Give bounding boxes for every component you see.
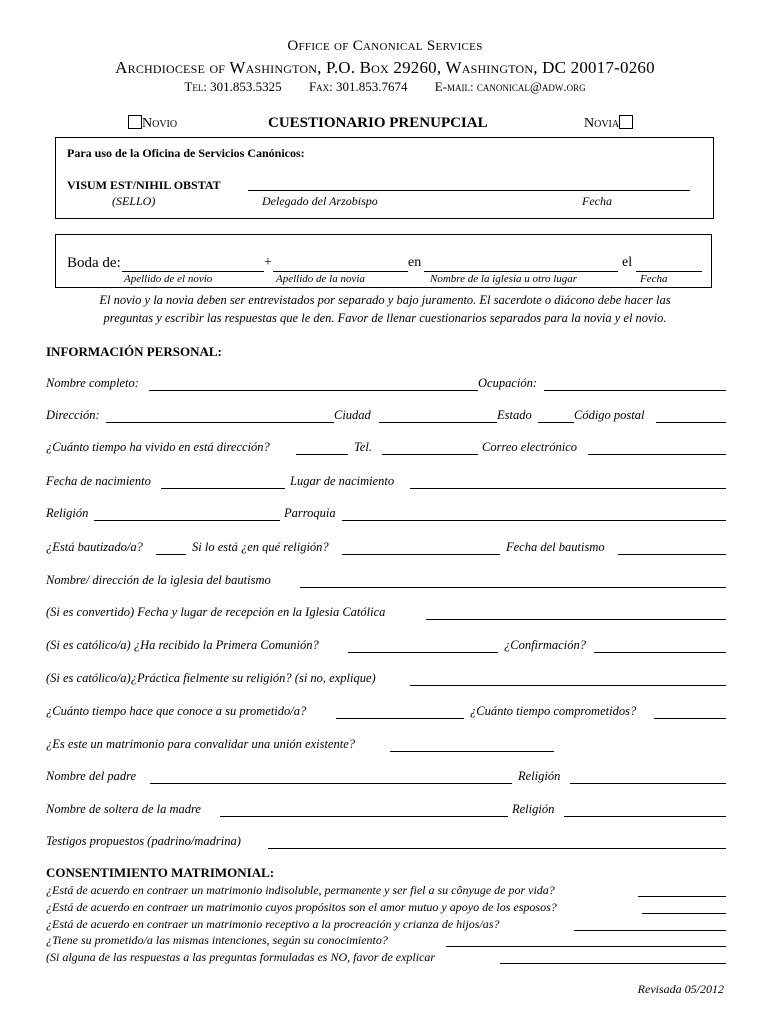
- known-time-label: ¿Cuánto tiempo hace que conoce a su prometido/a?: [46, 704, 307, 718]
- zip-label: Código postal: [574, 408, 645, 422]
- instructions-line-1: El novio y la novia deben ser entrevistados por separado y bajo juramento. El sacerdote o diácono debe hacer las: [99, 293, 671, 307]
- birth-date-line[interactable]: [161, 488, 285, 489]
- fecha-caption: Fecha: [582, 194, 612, 208]
- father-religion-label: Religión: [518, 769, 561, 783]
- consent-q4: [46, 933, 726, 949]
- phone-line[interactable]: [382, 454, 478, 455]
- row-residence: [46, 440, 726, 456]
- row-mother: [46, 802, 726, 818]
- date-caption: Fecha: [640, 273, 668, 285]
- contact-line: [0, 79, 770, 95]
- mother-religion-label: Religión: [512, 802, 555, 816]
- confirmation-label: ¿Confirmación?: [504, 638, 586, 652]
- baptism-religion-label: Si lo está ¿en qué religión?: [192, 540, 329, 554]
- consent-q3: [46, 917, 726, 933]
- row-convalidation: [46, 737, 726, 753]
- bride-checkbox[interactable]: [619, 115, 633, 129]
- row-address: [46, 408, 726, 424]
- address-label: Dirección:: [46, 408, 100, 422]
- parish-line[interactable]: [342, 520, 726, 521]
- consent-q1-line[interactable]: [638, 896, 726, 897]
- residence-time-label: ¿Cuánto tiempo ha vivido en está dirección?: [46, 440, 270, 454]
- row-witnesses: [46, 834, 726, 850]
- consent-q4-line[interactable]: [446, 946, 726, 947]
- row-sacraments: [46, 638, 726, 654]
- consent-heading: CONSENTIMIENTO MATRIMONIAL:: [46, 865, 275, 880]
- sello-caption: (SELLO): [112, 194, 156, 208]
- birth-date-label: Fecha de nacimiento: [46, 474, 151, 488]
- office-use-heading: Para uso de la Oficina de Servicios Canónicos:: [67, 146, 305, 160]
- groom-surname-caption: Apellido de el novio: [124, 273, 213, 285]
- engaged-time-line[interactable]: [654, 718, 726, 719]
- father-line[interactable]: [150, 783, 512, 784]
- mother-line[interactable]: [220, 816, 508, 817]
- consent-q1-text: ¿Está de acuerdo en contraer un matrimonio indisoluble, permanente y ser fiel a su cônyuge de por vida?: [46, 883, 555, 897]
- residence-time-line[interactable]: [296, 454, 348, 455]
- consent-q3-text: ¿Está de acuerdo en contraer un matrimonio receptivo a la procreación y crianza de hijos/as?: [46, 917, 500, 931]
- groom-label: Novio: [142, 116, 178, 131]
- baptism-date-label: Fecha del bautismo: [506, 540, 605, 554]
- mother-label: Nombre de soltera de la madre: [46, 802, 201, 816]
- visum-line[interactable]: [248, 190, 690, 191]
- practice-label: (Si es católico/a)¿Práctica fielmente su religión? (si no, explique): [46, 671, 376, 685]
- baptized-line[interactable]: [156, 554, 186, 555]
- city-line[interactable]: [379, 422, 497, 423]
- birth-place-line[interactable]: [410, 488, 726, 489]
- zip-line[interactable]: [656, 422, 726, 423]
- parish-label: Parroquia: [284, 506, 336, 520]
- witnesses-label: Testigos propuestos (padrino/madrina): [46, 834, 241, 848]
- engaged-time-label: ¿Cuánto tiempo comprometidos?: [470, 704, 637, 718]
- plus-sign: +: [264, 255, 272, 270]
- bride-option[interactable]: [584, 115, 633, 132]
- full-name-line[interactable]: [149, 390, 521, 391]
- state-label: Estado: [497, 408, 532, 422]
- full-name-label: Nombre completo:: [46, 376, 139, 390]
- church-line[interactable]: [424, 271, 618, 272]
- conversion-label: (Si es convertido) Fecha y lugar de recepción en la Iglesia Católica: [46, 605, 386, 619]
- occupation-label: Ocupación:: [478, 376, 538, 390]
- baptized-label: ¿Está bautizado/a?: [46, 540, 143, 554]
- confirmation-line[interactable]: [594, 652, 726, 653]
- row-religion: [46, 506, 726, 522]
- consent-q3-line[interactable]: [574, 930, 726, 931]
- consent-q5-text: (Si alguna de las respuestas a las preguntas formuladas es NO, favor de explicar: [46, 950, 436, 964]
- witnesses-line[interactable]: [268, 848, 726, 849]
- row-baptism-church: [46, 573, 726, 589]
- baptism-religion-line[interactable]: [342, 554, 500, 555]
- en-label: en: [408, 255, 422, 270]
- row-father: [46, 769, 726, 785]
- row-baptized: [46, 540, 726, 556]
- bride-label: Novia: [584, 116, 620, 131]
- known-time-line[interactable]: [336, 718, 464, 719]
- conversion-line[interactable]: [426, 619, 726, 620]
- personal-heading: INFORMACIÓN PERSONAL:: [46, 344, 222, 359]
- email-line[interactable]: [588, 454, 726, 455]
- row-name: [46, 376, 726, 392]
- groom-surname-line[interactable]: [122, 271, 264, 272]
- occupation-line[interactable]: [544, 390, 726, 391]
- religion-label: Religión: [46, 506, 89, 520]
- instructions-line-2: preguntas y escribir las respuestas que le den. Favor de llenar cuestionarios separados para la novia y el novio.: [103, 311, 667, 325]
- fax: Fax: 301.853.7674: [308, 79, 408, 94]
- consent-q1: [46, 883, 726, 899]
- telephone: Tel: 301.853.5325: [184, 79, 282, 94]
- mother-religion-line[interactable]: [564, 816, 726, 817]
- consent-q4-text: ¿Tiene su prometido/a las mismas intenciones, según su conocimiento?: [46, 933, 388, 947]
- bride-surname-caption: Apellido de la novia: [276, 273, 365, 285]
- consent-q2-line[interactable]: [642, 913, 726, 914]
- father-label: Nombre del padre: [46, 769, 137, 783]
- baptism-church-label: Nombre/ dirección de la iglesia del bautismo: [46, 573, 271, 587]
- consent-q2-text: ¿Está de acuerdo en contraer un matrimonio cuyos propósitos son el amor mutuo y apoyo de los esposos?: [46, 900, 557, 914]
- communion-label: (Si es católico/a) ¿Ha recibido la Primera Comunión?: [46, 638, 319, 652]
- baptism-church-line[interactable]: [300, 587, 726, 588]
- baptism-date-line[interactable]: [618, 554, 726, 555]
- groom-checkbox[interactable]: [128, 115, 142, 129]
- row-practice: [46, 671, 726, 687]
- email: E-mail: canonical@adw.org: [434, 79, 586, 94]
- religion-line[interactable]: [94, 520, 280, 521]
- phone-label: Tel.: [354, 440, 372, 454]
- father-religion-line[interactable]: [570, 783, 726, 784]
- groom-option[interactable]: [128, 115, 177, 132]
- practice-line[interactable]: [410, 685, 726, 686]
- revision-date: Revisada 05/2012: [637, 982, 724, 996]
- communion-line[interactable]: [348, 652, 498, 653]
- form-title: CUESTIONARIO PRENUPCIAL: [268, 115, 488, 131]
- delegado-caption: Delegado del Arzobispo: [262, 194, 378, 208]
- email-label: Correo electrónico: [482, 440, 578, 454]
- consent-q2: [46, 900, 726, 916]
- consent-q5-line[interactable]: [500, 963, 726, 964]
- wedding-date-line[interactable]: [636, 271, 702, 272]
- visum-label: VISUM EST/NIHIL OBSTAT: [67, 178, 221, 192]
- boda-label: Boda de:: [67, 255, 121, 271]
- convalidation-label: ¿Es este un matrimonio para convalidar una unión existente?: [46, 737, 355, 751]
- row-engagement: [46, 704, 726, 720]
- row-birth: [46, 474, 726, 490]
- church-caption: Nombre de la iglesia u otro lugar: [430, 273, 578, 285]
- birth-place-label: Lugar de nacimiento: [290, 474, 395, 488]
- state-line[interactable]: [538, 422, 574, 423]
- address-line[interactable]: [106, 422, 334, 423]
- bride-surname-line[interactable]: [273, 271, 408, 272]
- el-label: el: [622, 255, 633, 270]
- row-conversion: [46, 605, 726, 621]
- archdiocese-address: Archdiocese of Washington, P.O. Box 29260, Washington, DC 20017-0260: [115, 58, 655, 77]
- convalidation-line[interactable]: [390, 751, 554, 752]
- city-label: Ciudad: [334, 408, 371, 422]
- consent-q5: [46, 950, 726, 966]
- office-name: Office of Canonical Services: [287, 38, 483, 54]
